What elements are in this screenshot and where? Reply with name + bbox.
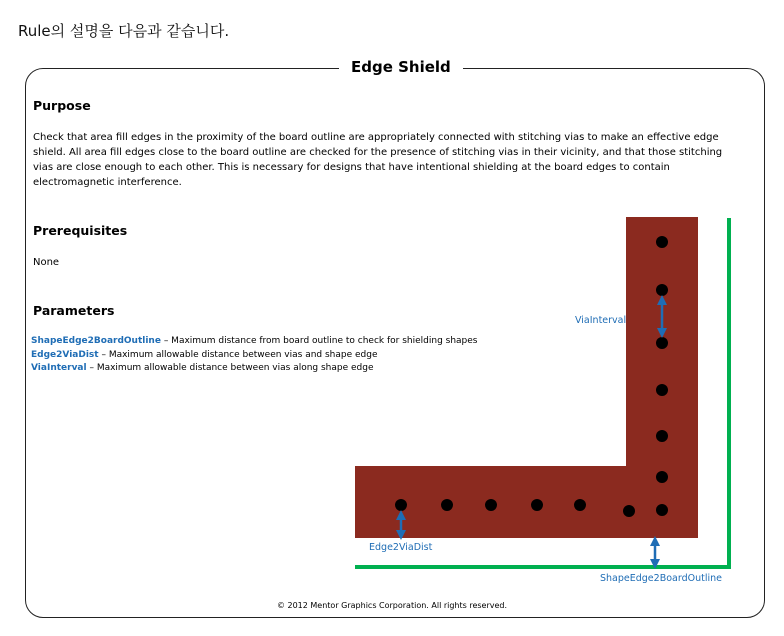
via bbox=[441, 499, 453, 511]
via-interval-label: ViaInterval bbox=[575, 315, 627, 326]
prerequisites-text: None bbox=[33, 257, 60, 268]
prerequisites-heading: Prerequisites bbox=[33, 223, 128, 238]
via bbox=[395, 499, 407, 511]
parameter-item: Edge2ViaDist – Maximum allowable distance between vias and shape edge bbox=[31, 349, 378, 360]
via bbox=[574, 499, 586, 511]
via bbox=[623, 505, 635, 517]
shape2board-label: ShapeEdge2BoardOutline bbox=[600, 573, 722, 584]
intro-text: Rule의 설명을 다음과 같습니다. bbox=[18, 22, 230, 40]
via bbox=[656, 504, 668, 516]
panel-title: Edge Shield bbox=[339, 58, 463, 76]
purpose-heading: Purpose bbox=[33, 98, 91, 113]
via bbox=[656, 337, 668, 349]
parameter-item: ShapeEdge2BoardOutline – Maximum distance from board outline to check for shielding shapes bbox=[31, 336, 478, 346]
edge2via-label: Edge2ViaDist bbox=[369, 542, 433, 553]
via bbox=[485, 499, 497, 511]
via bbox=[656, 384, 668, 396]
purpose-text: Check that area fill edges in the proximity of the board outline are appropriately connected with stitching vias to make an effective edge shield. All area fill edges close to the board outline are checked for the presence of stitching vias in their vicinity, and that those stitching vias are close enough to each other. This is necessary for designs that have intentional shielding at the board edges to contain electromagnetic interference. bbox=[33, 132, 723, 188]
copyright: © 2012 Mentor Graphics Corporation. All rights reserved. bbox=[276, 601, 508, 610]
via bbox=[656, 471, 668, 483]
via bbox=[656, 284, 668, 296]
via bbox=[656, 430, 668, 442]
area-fill-shape bbox=[355, 217, 698, 538]
via bbox=[531, 499, 543, 511]
parameter-item: ViaInterval – Maximum allowable distance between vias along shape edge bbox=[31, 363, 374, 373]
parameters-heading: Parameters bbox=[33, 303, 115, 318]
via bbox=[656, 236, 668, 248]
